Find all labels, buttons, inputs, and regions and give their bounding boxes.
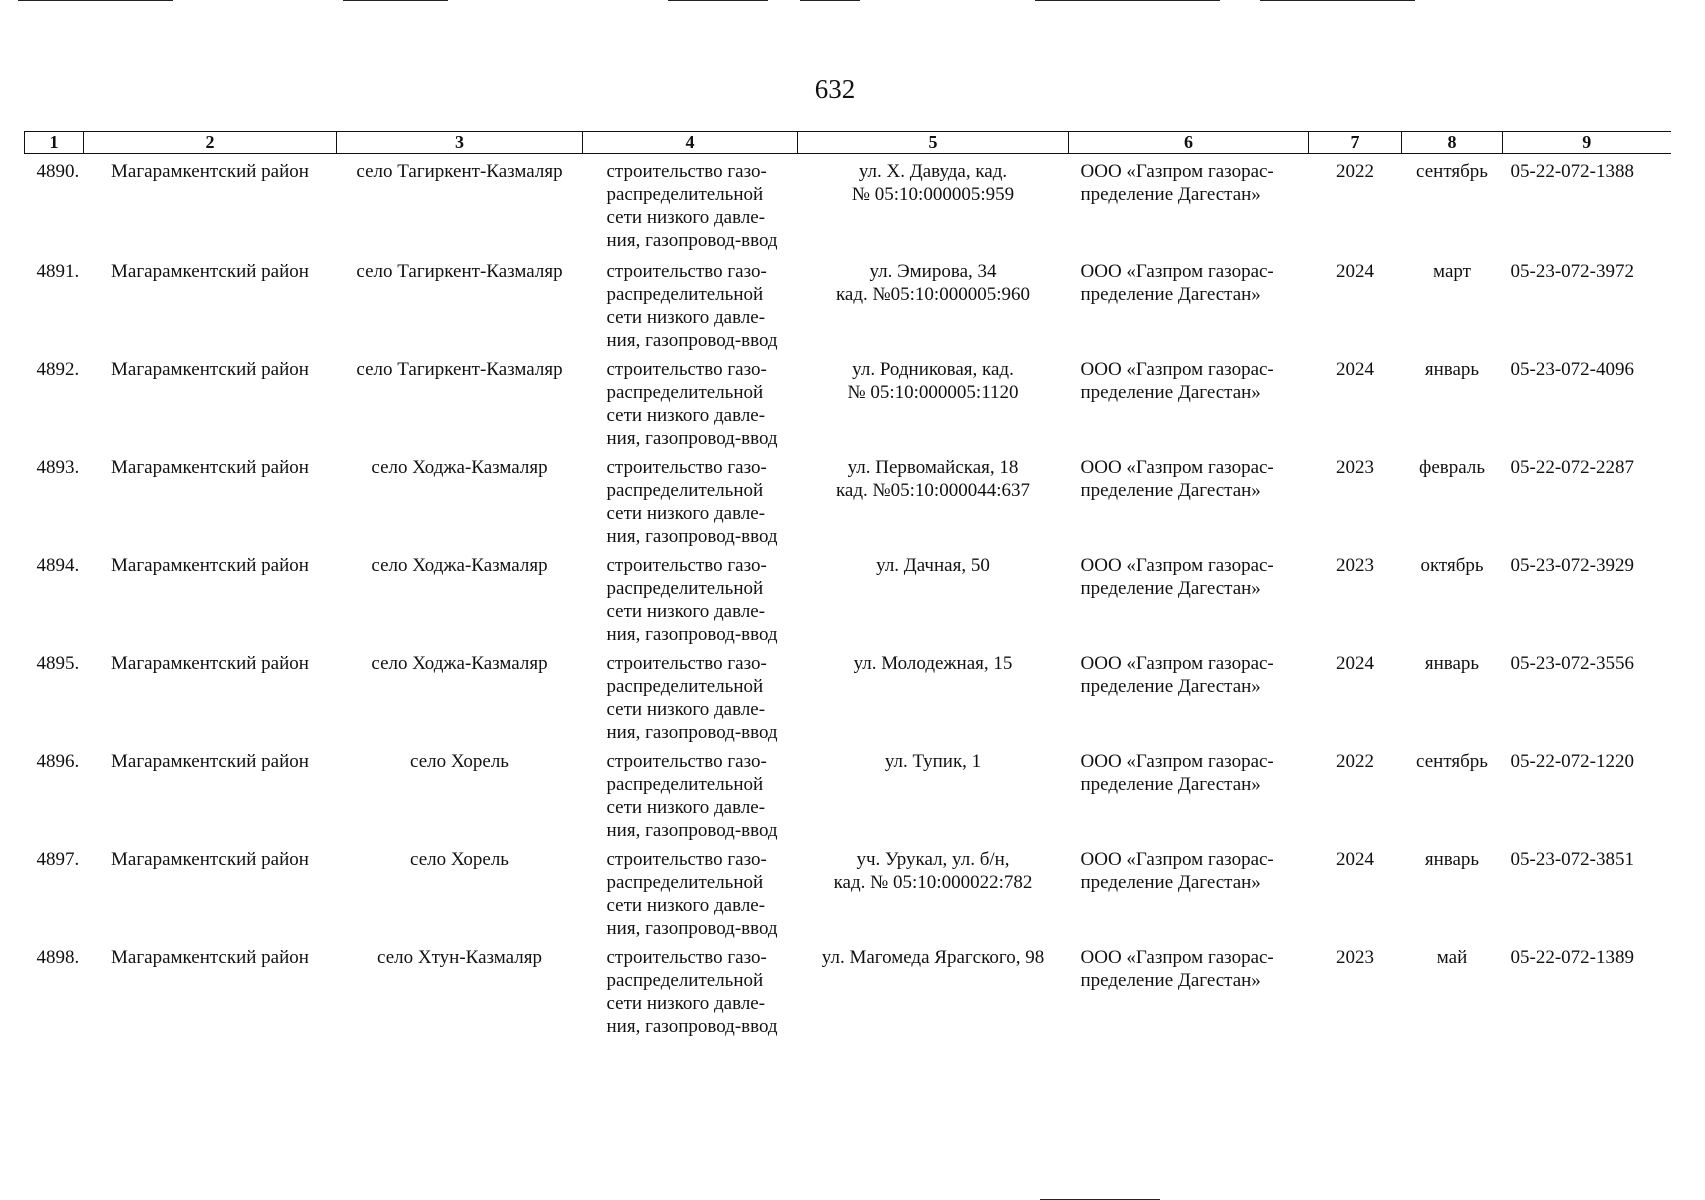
work-description-cell-line: строительство газо-: [606, 161, 767, 182]
row-number-cell: 4892.: [36, 358, 80, 380]
code-cell: 05-22-072-1388: [1510, 161, 1634, 182]
work-description-cell: [583, 940, 798, 1038]
table-row: [25, 352, 1671, 450]
code-cell: 05-23-072-3929: [1510, 554, 1634, 576]
header-row: [25, 132, 1671, 154]
column-header: 2: [84, 132, 337, 154]
organization-cell-line: ООО «Газпром газорас-: [1080, 652, 1274, 674]
work-description-cell-line: строительство газо-: [606, 456, 767, 478]
settlement-cell: село Тагиркент-Казмаляр: [356, 161, 563, 182]
column-header: 5: [798, 132, 1069, 154]
column-header: 9: [1503, 132, 1671, 154]
work-description-cell-line: строительство газо-: [606, 554, 767, 576]
column-header: 4: [583, 132, 798, 154]
address-cell-line: ул. Эмирова, 34: [869, 260, 997, 282]
work-description-cell-line: строительство газо-: [606, 946, 767, 968]
district-cell: Магарамкентский район: [111, 554, 309, 576]
document-table: [24, 131, 1671, 1038]
year-cell: 2024: [1336, 358, 1374, 380]
work-description-cell-line: ния, газопровод-ввод: [606, 917, 778, 939]
organization-cell: [1069, 744, 1309, 842]
organization-cell-line: пределение Дагестан»: [1080, 871, 1261, 893]
district-cell: Магарамкентский район: [111, 652, 309, 674]
work-description-cell-line: сети низкого давле-: [606, 698, 766, 720]
work-description-cell-line: распределительной: [606, 381, 764, 403]
work-description-cell-line: строительство газо-: [606, 848, 767, 870]
settlement-cell: село Хтун-Казмаляр: [377, 946, 542, 968]
year-cell: 2023: [1336, 554, 1374, 576]
column-header: 8: [1402, 132, 1503, 154]
month-cell: январь: [1424, 652, 1480, 674]
scan-edge-line: [668, 0, 768, 1]
month-cell: февраль: [1419, 456, 1485, 478]
organization-cell-line: пределение Дагестан»: [1080, 577, 1261, 599]
work-description-cell-line: распределительной: [606, 577, 764, 599]
column-header: 6: [1069, 132, 1309, 154]
address-cell: [798, 548, 1069, 646]
work-description-cell-line: строительство газо-: [606, 652, 767, 674]
year-cell: 2022: [1336, 161, 1374, 182]
settlement-cell: село Хорель: [410, 848, 509, 870]
work-description-cell: [583, 842, 798, 940]
table-row: [25, 154, 1671, 254]
document-table-container: [24, 131, 1671, 1038]
organization-cell-line: пределение Дагестан»: [1080, 675, 1261, 697]
month-cell: сентябрь: [1416, 750, 1488, 772]
work-description-cell-line: сети низкого давле-: [606, 306, 766, 328]
organization-cell-line: ООО «Газпром газорас-: [1080, 161, 1274, 182]
work-description-cell-line: ния, газопровод-ввод: [606, 230, 778, 251]
work-description-cell-line: сети низкого давле-: [606, 600, 766, 622]
work-description-cell-line: строительство газо-: [606, 358, 767, 380]
organization-cell-line: пределение Дагестан»: [1080, 184, 1261, 205]
row-number-cell: 4897.: [36, 848, 80, 870]
code-cell: 05-23-072-3972: [1510, 260, 1634, 282]
organization-cell-line: ООО «Газпром газорас-: [1080, 456, 1274, 478]
organization-cell-line: пределение Дагестан»: [1080, 381, 1261, 403]
year-cell: 2022: [1336, 750, 1374, 772]
address-cell: [798, 450, 1069, 548]
month-cell: март: [1433, 260, 1471, 282]
address-cell-line: № 05:10:000005:959: [851, 184, 1015, 205]
organization-cell: [1069, 842, 1309, 940]
month-cell: май: [1436, 946, 1468, 968]
code-cell: 05-23-072-3851: [1510, 848, 1634, 870]
work-description-cell-line: распределительной: [606, 675, 764, 697]
scan-edge-line: [800, 0, 860, 1]
settlement-cell: село Тагиркент-Казмаляр: [356, 260, 563, 282]
row-number-cell: 4898.: [36, 946, 80, 968]
address-cell: [798, 744, 1069, 842]
organization-cell-line: ООО «Газпром газорас-: [1080, 946, 1274, 968]
table-row: [25, 254, 1671, 352]
organization-cell: [1069, 548, 1309, 646]
page-number: 632: [814, 74, 856, 104]
address-cell-line: ул. Магомеда Ярагского, 98: [821, 946, 1045, 968]
month-cell: январь: [1424, 358, 1480, 380]
work-description-cell-line: ния, газопровод-ввод: [606, 819, 778, 841]
address-cell-line: ул. Х. Давуда, кад.: [858, 161, 1008, 182]
organization-cell: [1069, 352, 1309, 450]
code-cell: 05-22-072-1220: [1510, 750, 1634, 772]
address-cell-line: кад. №05:10:000005:960: [835, 283, 1030, 305]
address-cell: [798, 154, 1069, 254]
district-cell: Магарамкентский район: [111, 750, 309, 772]
code-cell: 05-23-072-3556: [1510, 652, 1634, 674]
address-cell: [798, 842, 1069, 940]
address-cell-line: кад. №05:10:000044:637: [835, 479, 1030, 501]
organization-cell: [1069, 154, 1309, 254]
address-cell-line: кад. № 05:10:000022:782: [833, 871, 1033, 893]
scan-edge-line: [1260, 0, 1415, 1]
row-number-cell: 4890.: [36, 161, 80, 182]
work-description-cell-line: строительство газо-: [606, 750, 767, 772]
organization-cell: [1069, 450, 1309, 548]
organization-cell-line: ООО «Газпром газорас-: [1080, 848, 1274, 870]
settlement-cell: село Ходжа-Казмаляр: [371, 652, 548, 674]
district-cell: Магарамкентский район: [111, 358, 309, 380]
year-cell: 2024: [1336, 652, 1374, 674]
work-description-cell: [583, 254, 798, 352]
work-description-cell-line: распределительной: [606, 283, 764, 305]
organization-cell-line: ООО «Газпром газорас-: [1080, 750, 1274, 772]
address-cell: [798, 646, 1069, 744]
address-cell-line: ул. Первомайская, 18: [847, 456, 1019, 478]
work-description-cell: [583, 154, 798, 254]
work-description-cell-line: распределительной: [606, 773, 764, 795]
organization-cell-line: пределение Дагестан»: [1080, 479, 1261, 501]
district-cell: Магарамкентский район: [111, 456, 309, 478]
address-cell: [798, 352, 1069, 450]
address-cell-line: ул. Тупик, 1: [884, 750, 982, 772]
work-description-cell-line: распределительной: [606, 871, 764, 893]
work-description-cell-line: строительство газо-: [606, 260, 767, 282]
row-number-cell: 4896.: [36, 750, 80, 772]
column-header: 1: [25, 132, 84, 154]
settlement-cell: село Ходжа-Казмаляр: [371, 554, 548, 576]
table-row: [25, 646, 1671, 744]
code-cell: 05-22-072-2287: [1510, 456, 1634, 478]
code-cell: 05-22-072-1389: [1510, 946, 1634, 968]
work-description-cell-line: ния, газопровод-ввод: [606, 427, 778, 449]
district-cell: Магарамкентский район: [111, 161, 309, 182]
year-cell: 2024: [1336, 260, 1374, 282]
address-cell-line: уч. Урукал, ул. б/н,: [856, 848, 1010, 870]
organization-cell-line: пределение Дагестан»: [1080, 283, 1261, 305]
organization-cell-line: ООО «Газпром газорас-: [1080, 260, 1274, 282]
row-number-cell: 4894.: [36, 554, 80, 576]
work-description-cell: [583, 450, 798, 548]
table-row: [25, 450, 1671, 548]
organization-cell-line: пределение Дагестан»: [1080, 773, 1261, 795]
scan-edge-line: [18, 0, 173, 1]
work-description-cell-line: распределительной: [606, 969, 764, 991]
scan-edge-line: [1035, 0, 1220, 1]
table-row: [25, 842, 1671, 940]
table-row: [25, 548, 1671, 646]
organization-cell-line: ООО «Газпром газорас-: [1080, 554, 1274, 576]
work-description-cell-line: сети низкого давле-: [606, 992, 766, 1014]
column-header: 3: [337, 132, 583, 154]
work-description-cell-line: сети низкого давле-: [606, 502, 766, 524]
district-cell: Магарамкентский район: [111, 260, 309, 282]
organization-cell-line: пределение Дагестан»: [1080, 969, 1261, 991]
address-cell-line: № 05:10:000005:1120: [847, 381, 1019, 403]
work-description-cell-line: ния, газопровод-ввод: [606, 329, 778, 351]
settlement-cell: село Хорель: [410, 750, 509, 772]
address-cell-line: ул. Молодежная, 15: [853, 652, 1013, 674]
work-description-cell: [583, 646, 798, 744]
month-cell: январь: [1424, 848, 1480, 870]
column-header: 7: [1309, 132, 1402, 154]
work-description-cell-line: ния, газопровод-ввод: [606, 525, 778, 547]
address-cell: [798, 940, 1069, 1038]
work-description-cell-line: сети низкого давле-: [606, 207, 766, 228]
work-description-cell-line: ния, газопровод-ввод: [606, 623, 778, 645]
month-cell: сентябрь: [1416, 161, 1488, 182]
table-row: [25, 744, 1671, 842]
address-cell-line: ул. Родниковая, кад.: [852, 358, 1014, 380]
table-body: [25, 154, 1671, 1038]
row-number-cell: 4895.: [36, 652, 80, 674]
scan-edge-line: [343, 0, 448, 1]
row-number-cell: 4893.: [36, 456, 80, 478]
year-cell: 2023: [1336, 946, 1374, 968]
work-description-cell-line: ния, газопровод-ввод: [606, 721, 778, 743]
work-description-cell: [583, 548, 798, 646]
year-cell: 2023: [1336, 456, 1374, 478]
row-number-cell: 4891.: [36, 260, 80, 282]
organization-cell: [1069, 940, 1309, 1038]
work-description-cell: [583, 744, 798, 842]
work-description-cell-line: распределительной: [606, 479, 764, 501]
organization-cell: [1069, 254, 1309, 352]
month-cell: октябрь: [1420, 554, 1484, 576]
address-cell: [798, 254, 1069, 352]
address-cell-line: ул. Дачная, 50: [876, 554, 990, 576]
district-cell: Магарамкентский район: [111, 848, 309, 870]
table-row: [25, 940, 1671, 1038]
work-description-cell-line: сети низкого давле-: [606, 796, 766, 818]
work-description-cell-line: сети низкого давле-: [606, 404, 766, 426]
district-cell: Магарамкентский район: [111, 946, 309, 968]
work-description-cell-line: распределительной: [606, 184, 764, 205]
settlement-cell: село Тагиркент-Казмаляр: [356, 358, 563, 380]
settlement-cell: село Ходжа-Казмаляр: [371, 456, 548, 478]
work-description-cell-line: сети низкого давле-: [606, 894, 766, 916]
organization-cell-line: ООО «Газпром газорас-: [1080, 358, 1274, 380]
work-description-cell: [583, 352, 798, 450]
year-cell: 2024: [1336, 848, 1374, 870]
organization-cell: [1069, 646, 1309, 744]
code-cell: 05-23-072-4096: [1510, 358, 1634, 380]
work-description-cell-line: ния, газопровод-ввод: [606, 1015, 778, 1037]
